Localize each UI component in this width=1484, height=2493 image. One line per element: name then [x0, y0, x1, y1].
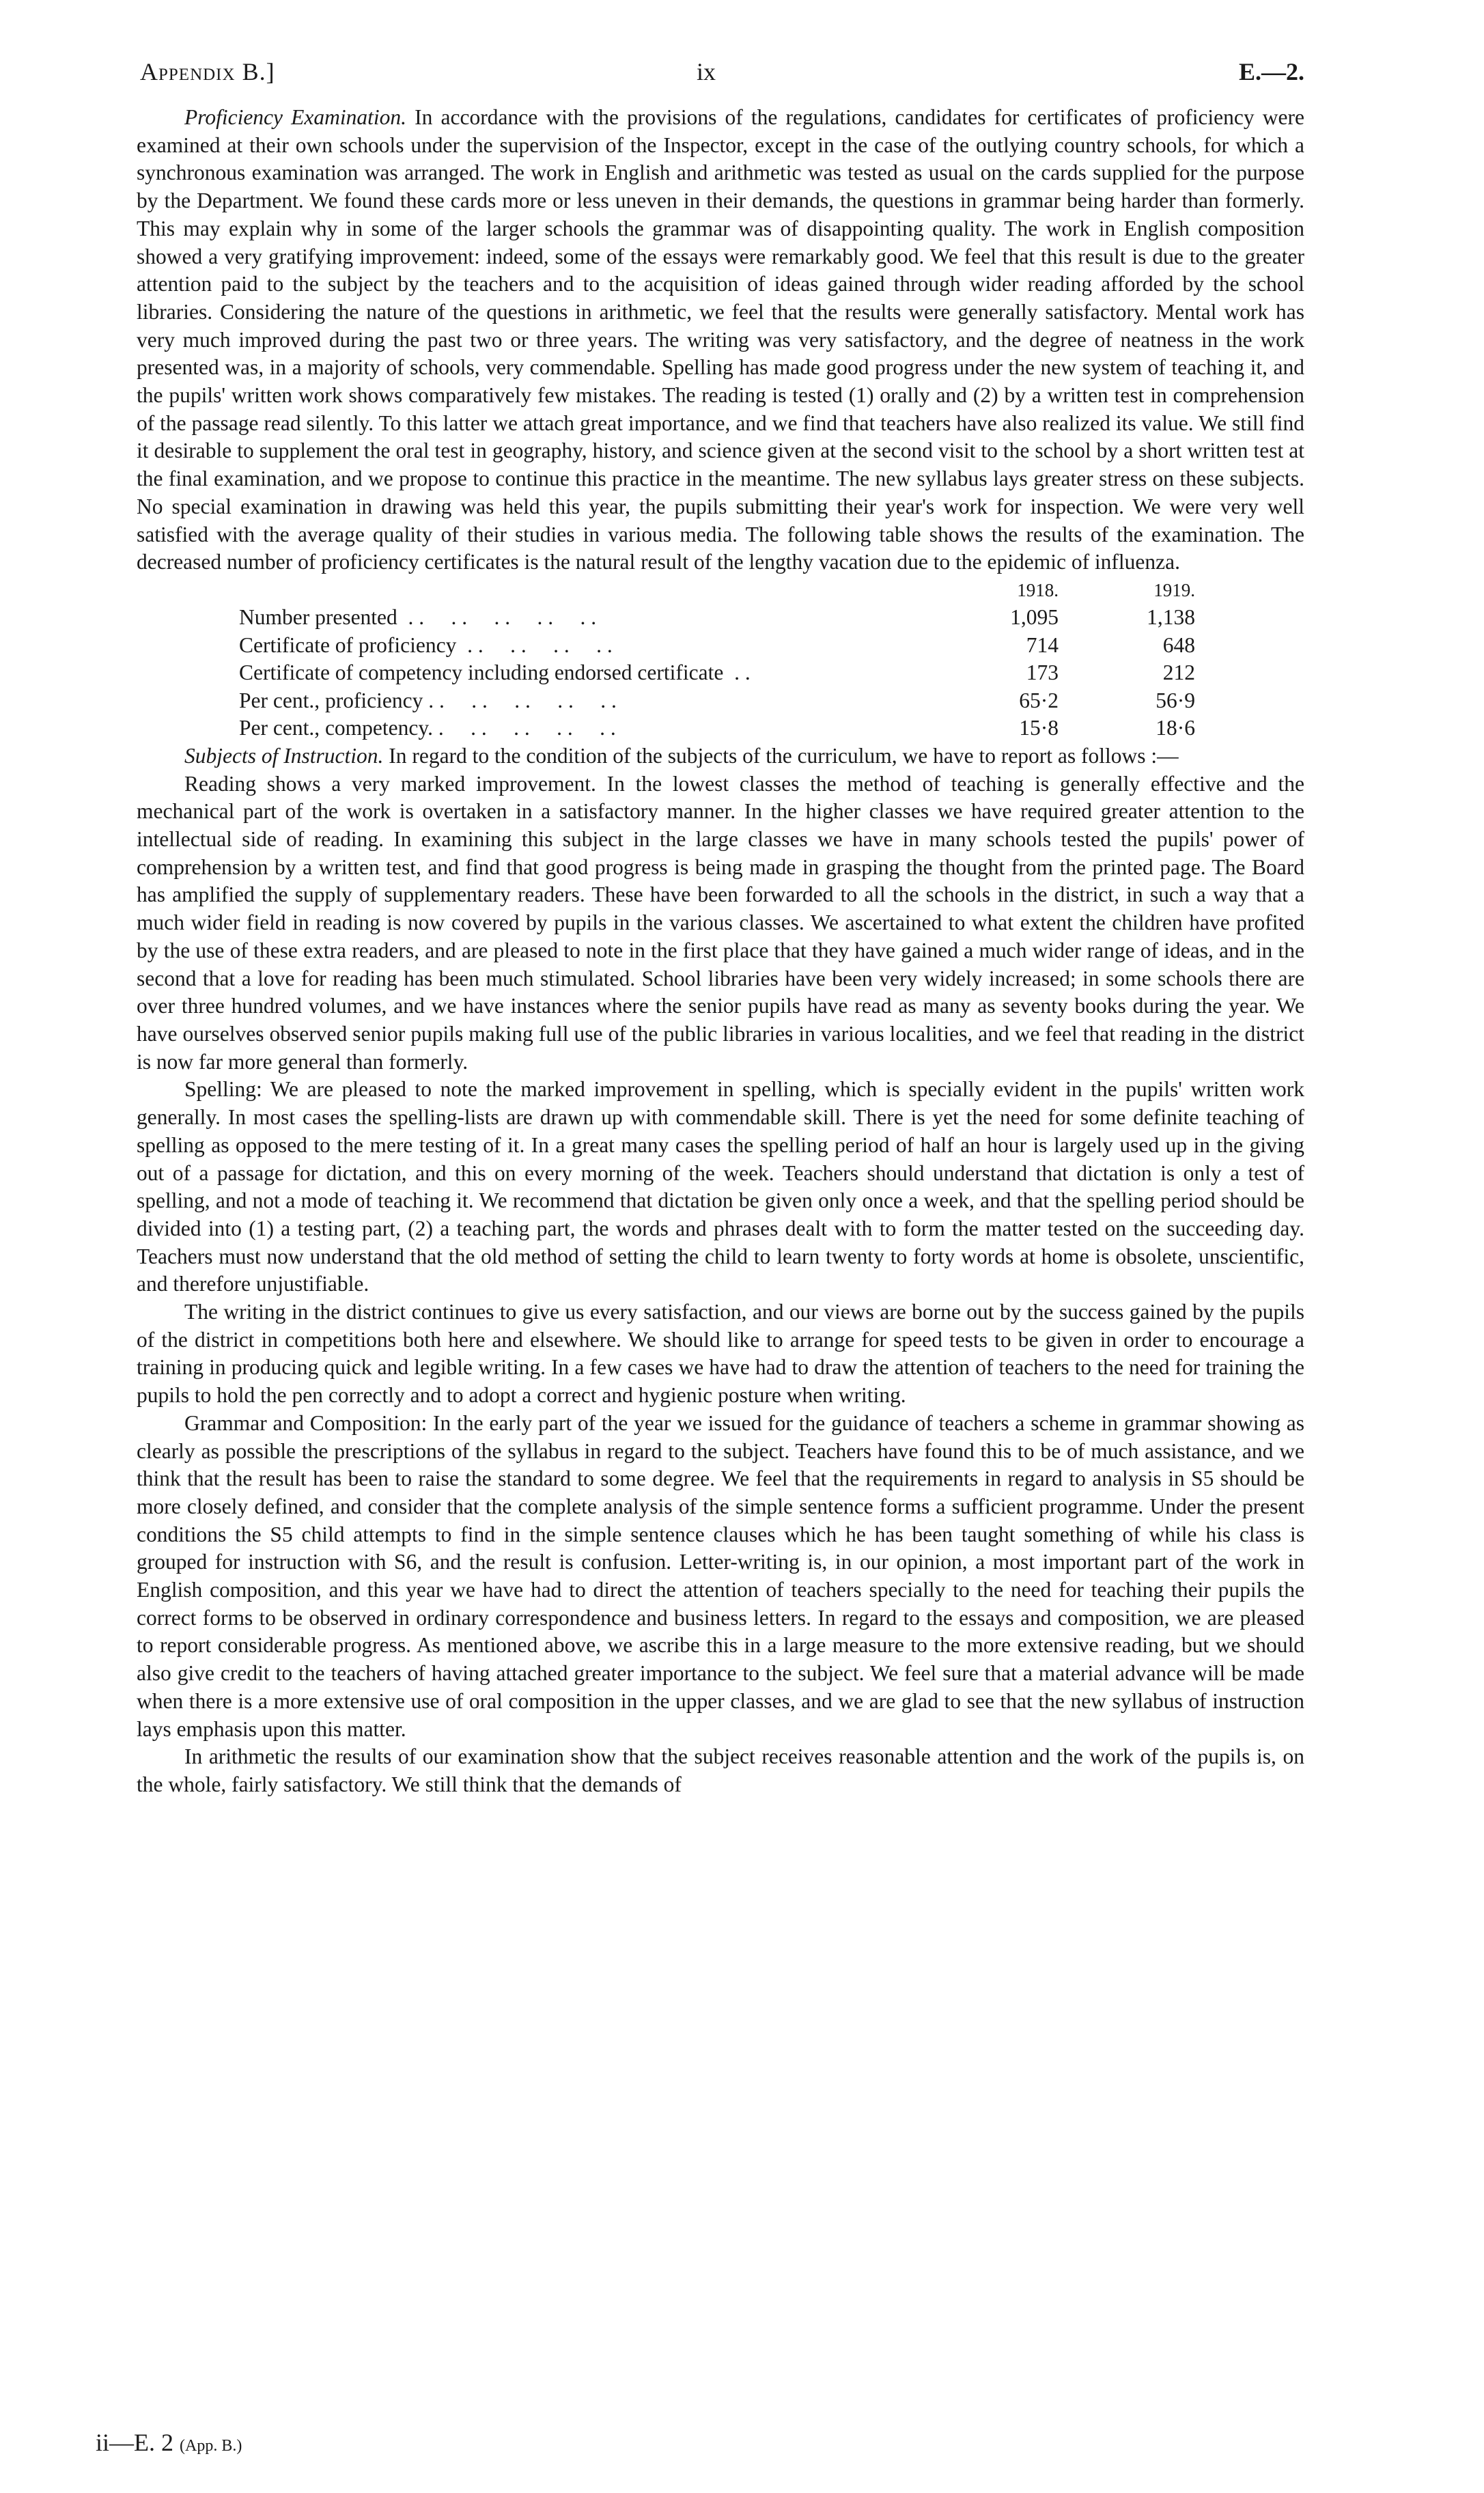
- row-value-1918: 15·8: [1019, 716, 1059, 740]
- row-value-1919: 56·9: [1156, 688, 1195, 712]
- row-value-1918: 1,095: [1010, 605, 1059, 630]
- footer-appendix: (App. B.): [180, 2437, 242, 2455]
- table-header-row: [239, 576, 1195, 604]
- header-report-code: E.—2.: [1238, 58, 1304, 85]
- row-value-1918: 173: [1026, 660, 1059, 685]
- year-1919: 1919.: [1153, 579, 1195, 600]
- row-value-1919: 212: [1162, 660, 1195, 685]
- proficiency-text: In accordance with the provisions of the regulations, candidates for certificates of proficiency were examined at their own schools under the supervision of the Inspector, except in the case of the outlying country schools, for which a synchronous examination was arranged. The work in English and arithmetic was tested as usual on the cards supplied for the purpose by the Department. We found these cards more or less uneven in their demands, the questions in grammar being harder than formerly. This may explain why in some of the larger schools the grammar was of disappointing quality. The work in English composition showed a very gratifying improvement: indeed, some of the essays were remarkably good. We feel that this result is due to the greater attention paid to the subject by the teachers and to the acquisition of ideas gained through wider reading afforded by the school libraries. Considering the nature of the questions in arithmetic, we feel that the results were generally satisfactory. Mental work has very much improved during the past two or three years. The writing was very satisfactory, and the degree of neatness in the work presented was, in a majority of schools, very commendable. Spelling has made good progress under the new system of teaching it, and the pupils' written work shows comparatively few mistakes. The reading is tested (1) orally and (2) by a written test in comprehension of the passage read silently. To this latter we attach great importance, and we find that teachers have also realized its value. We still find it desirable to supplement the oral test in geography, history, and science given at the second visit to the school by a short written test at the final examination, and we propose to continue this practice in the meantime. The new syllabus lays greater stress on these subjects. No special examination in drawing was held this year, the pupils submitting their year's work for inspection. We were very well satisfied with the average quality of their studies in various media. The following table shows the results of the examination. The decreased number of proficiency certificates is the natural result of the lengthy vacation due to the epidemic of influenza.: [137, 105, 1304, 574]
- arithmetic-paragraph: In arithmetic the results of our examination show that the subject receives reasonable attention and the work of the pupils is, on the whole, fairly satisfactory. We still think that the demands of: [137, 1744, 1304, 1796]
- row-leader: . .: [723, 660, 751, 685]
- row-leader: . . . . . . . . . .: [397, 605, 597, 630]
- subjects-paragraph: [137, 742, 1304, 770]
- page-header: [137, 57, 1304, 98]
- document-body: [137, 104, 1304, 1799]
- row-label: Certificate of proficiency: [239, 632, 457, 657]
- subjects-heading: Subjects of Instruction.: [184, 743, 384, 768]
- page-footer: [96, 2428, 242, 2457]
- row-value-1919: 18·6: [1156, 716, 1195, 740]
- header-appendix: Appendix B.]: [140, 58, 275, 85]
- row-value-1919: 648: [1162, 632, 1195, 657]
- row-label: Per cent., proficiency: [239, 688, 423, 712]
- header-page-number: ix: [697, 58, 716, 85]
- row-label: Number presented: [239, 605, 397, 630]
- proficiency-heading: Proficiency Examination.: [184, 105, 407, 129]
- reading-paragraph: Reading shows a very marked improvement. In the lowest classes the method of teaching is generally effective and the mechanical part of the work is overtaken in a satisfactory manner. In the higher classes we have required greater attention to the intellectual side of reading. In examining this subject in the large classes we have in many schools tested the pupils' power of comprehension by a written test, and find that good progress is being made in grasping the thought from the printed page. The Board has amplified the supply of supplementary readers. These have been forwarded to all the schools in the district, in such a way that a much wider field in reading is now covered by pupils in the various classes. We ascertained to what extent the children have profited by the use of these extra readers, and are pleased to note in the first place that they have gained a much wider range of ideas, and in the second that a love for reading has been much stimulated. School libraries have been very widely increased; in some schools there are over three hundred volumes, and we have instances where the senior pupils have read as many as seventy books during the year. We have ourselves observed senior pupils making full use of the public libraries in various localities, and we feel that reading in the district is now far more general than formerly.: [137, 771, 1304, 1074]
- subjects-text: In regard to the condition of the subjects of the curriculum, we have to report as follows :—: [383, 743, 1179, 768]
- year-1918: 1918.: [1017, 579, 1059, 600]
- row-label: Per cent., competency: [239, 716, 428, 740]
- table-row: [239, 604, 1195, 632]
- grammar-paragraph: Grammar and Composition: In the early part of the year we issued for the guidance of teachers a scheme in grammar showing as clearly as possible the prescriptions of the syllabus in regard to the subject. Teachers have found this to be of much assistance, and we think that the result has been to raise the standard to some degree. We feel that the requirements in regard to analysis in S5 should be more closely defined, and consider that the complete analysis of the simple sentence forms a sufficient programme. Under the present conditions the S5 child attempts to find in the simple sentence clauses which he has been taught something of while his class is grouped for instruction with S6, and the result is confusion. Letter-writing is, in our opinion, a most important part of the work in English composition, and this year we have had to direct the attention of teachers specially to the need for teaching their pupils the correct forms to be observed in ordinary correspondence and business letters. In regard to the essays and composition, we are pleased to report considerable progress. As mentioned above, we ascribe this in a large measure to the more extensive reading, but we should also give credit to the teachers of having attached greater importance to the subject. We feel sure that a material advance will be made when there is a more extensive use of oral composition in the upper classes, and we are glad to see that the new syllabus of instruction lays emphasis upon this matter.: [137, 1410, 1304, 1741]
- row-value-1919: 1,138: [1147, 605, 1195, 630]
- footer-signature: ii—E. 2: [96, 2429, 173, 2456]
- row-label: Certificate of competency including endorsed certificate: [239, 660, 724, 685]
- row-leader: . . . . . . . .: [456, 632, 613, 657]
- results-table: [239, 576, 1195, 742]
- table-row: [239, 632, 1195, 660]
- writing-paragraph: The writing in the district continues to give us every satisfaction, and our views are borne out by the success gained by the pupils of the district in competitions both here and elsewhere. We should like to arrange for speed tests to be given in order to encourage a training in producing quick and legible writing. In a few cases we have had to draw the attention of teachers to the need for training the pupils to hold the pen correctly and to adopt a correct and hygienic posture when writing.: [137, 1300, 1304, 1408]
- table-row: [239, 687, 1195, 715]
- row-leader: . . . . . . . . . .: [428, 716, 616, 740]
- row-leader: . . . . . . . . . .: [423, 688, 617, 712]
- spelling-paragraph: Spelling: We are pleased to note the marked improvement in spelling, which is specially evident in the pupils' written work generally. In most cases the spelling-lists are drawn up with commendable skill. There is yet the need for some definite teaching of spelling as opposed to the mere testing of it. In a great many cases the spelling period of half an hour is largely used up in the giving out of a passage for dictation, and this on every morning of the week. Teachers should understand that dictation is only a test of spelling, and not a mode of teaching it. We recommend that dictation be given only once a week, and that the spelling period should be divided into (1) a testing part, (2) a teaching part, the words and phrases dealt with to form the matter tested on the succeeding day. Teachers must now understand that the old method of setting the child to learn twenty to forty words at home is obsolete, unscientific, and therefore unjustifiable.: [137, 1077, 1304, 1296]
- row-value-1918: 714: [1026, 632, 1059, 657]
- table-row: [239, 714, 1195, 742]
- proficiency-paragraph: [137, 104, 1304, 576]
- table-row: [239, 659, 1195, 687]
- row-value-1918: 65·2: [1019, 688, 1059, 712]
